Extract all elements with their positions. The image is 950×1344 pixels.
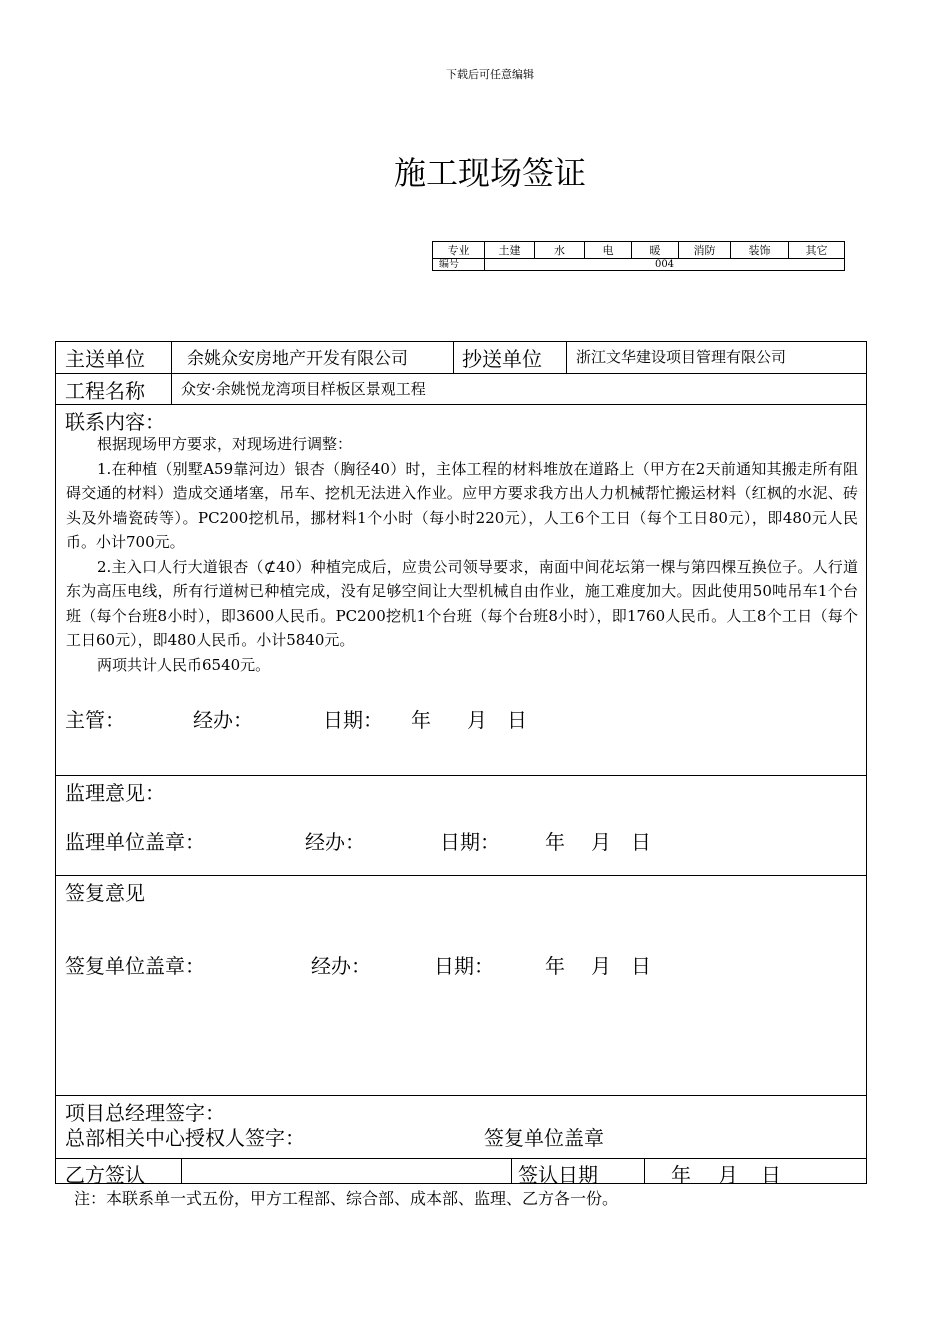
- content-paragraph: 2.主入口人行大道银杏（⊄40）种植完成后，应贵公司领导要求，南面中间花坛第一棵与第四棵互换位子。人行道东为高压电线，所有行道树已种植完成，没有足够空间让大型机械自由作业，施工难度加大。因此使用50吨吊车1个台班（每个台班8小时），即3600人民币。PC200挖机1个台班（每个台班8小时），即1760人民币。人工8个工日（每个工日60元），即480人民币。小计5840元。: [66, 557, 858, 649]
- category-cell: 其它: [789, 242, 845, 259]
- day-label: 日: [631, 954, 651, 978]
- supervision-stamp-label: 监理单位盖章：: [65, 830, 205, 854]
- hq-sign-label: 总部相关中心授权人签字：: [65, 1126, 305, 1150]
- number-label: 编号: [433, 259, 485, 271]
- footnote: 注：本联系单一式五份，甲方工程部、综合部、成本部、监理、乙方各一份。: [74, 1189, 619, 1208]
- supervisor-label: 主管：: [65, 708, 125, 732]
- sender-label: 主送单位: [65, 347, 145, 371]
- year-label: 年: [545, 830, 565, 854]
- day-label: 日: [761, 1163, 781, 1187]
- reply-opinion-label: 签复意见: [65, 881, 145, 905]
- handler-label: 经办：: [193, 708, 253, 732]
- category-table: [432, 241, 845, 271]
- handler-label: 经办：: [311, 954, 371, 978]
- category-cell: 装饰: [731, 242, 789, 259]
- day-label: 日: [631, 830, 651, 854]
- month-label: 月: [591, 830, 611, 854]
- contact-content: [66, 432, 858, 677]
- cc-label: 抄送单位: [462, 347, 542, 371]
- confirm-date-label: 签认日期: [518, 1163, 598, 1187]
- reply-stamp-label: 签复单位盖章：: [65, 954, 205, 978]
- category-cell: 暖: [632, 242, 679, 259]
- download-note: 下载后可任意编辑: [446, 68, 534, 81]
- project-label: 工程名称: [65, 379, 145, 403]
- page-title: 施工现场签证: [393, 154, 586, 192]
- content-paragraph: 1.在种植（别墅A59靠河边）银杏（胸径40）时，主体工程的材料堆放在道路上（甲方在2天前通知其搬走所有阻碍交通的材料）造成交通堵塞，吊车、挖机无法进入作业。应甲方要求我方出人力机械帮忙搬运材料（红枫的水泥、砖头及外墙瓷砖等）。PC200挖机吊，挪材料1个小时（每小时220元），人工6个工日（每个工日80元），即480元人民币。小计700元。: [66, 459, 858, 551]
- reply-stamp-label-2: 签复单位盖章: [484, 1126, 604, 1150]
- content-paragraph: 两项共计人民币6540元。: [97, 655, 271, 674]
- pm-sign-label: 项目总经理签字：: [65, 1101, 225, 1125]
- year-label: 年: [545, 954, 565, 978]
- sender-value: 余姚众安房地产开发有限公司: [187, 349, 408, 369]
- content-paragraph: 根据现场甲方要求，对现场进行调整：: [97, 435, 353, 453]
- category-cell: 土建: [485, 242, 535, 259]
- number-value: 004: [485, 259, 845, 271]
- party-b-sign-label: 乙方签认: [65, 1163, 145, 1187]
- handler-label: 经办：: [305, 830, 365, 854]
- date-label: 日期：: [434, 954, 494, 978]
- day-label: 日: [507, 708, 527, 732]
- contact-label: 联系内容：: [65, 410, 165, 434]
- cc-value: 浙江文华建设项目管理有限公司: [576, 348, 787, 366]
- visa-form: [55, 341, 867, 1187]
- category-cell: 电: [585, 242, 632, 259]
- category-cell: 消防: [679, 242, 731, 259]
- year-label: 年: [671, 1163, 691, 1187]
- month-label: 月: [467, 708, 487, 732]
- category-cell: 水: [535, 242, 585, 259]
- year-label: 年: [411, 708, 431, 732]
- project-value: 众安·余姚悦龙湾项目样板区景观工程: [181, 380, 426, 398]
- supervision-opinion-label: 监理意见：: [65, 781, 165, 805]
- month-label: 月: [718, 1163, 738, 1187]
- category-cell: 专业: [433, 242, 485, 259]
- date-label: 日期：: [323, 708, 383, 732]
- month-label: 月: [591, 954, 611, 978]
- date-label: 日期：: [440, 830, 500, 854]
